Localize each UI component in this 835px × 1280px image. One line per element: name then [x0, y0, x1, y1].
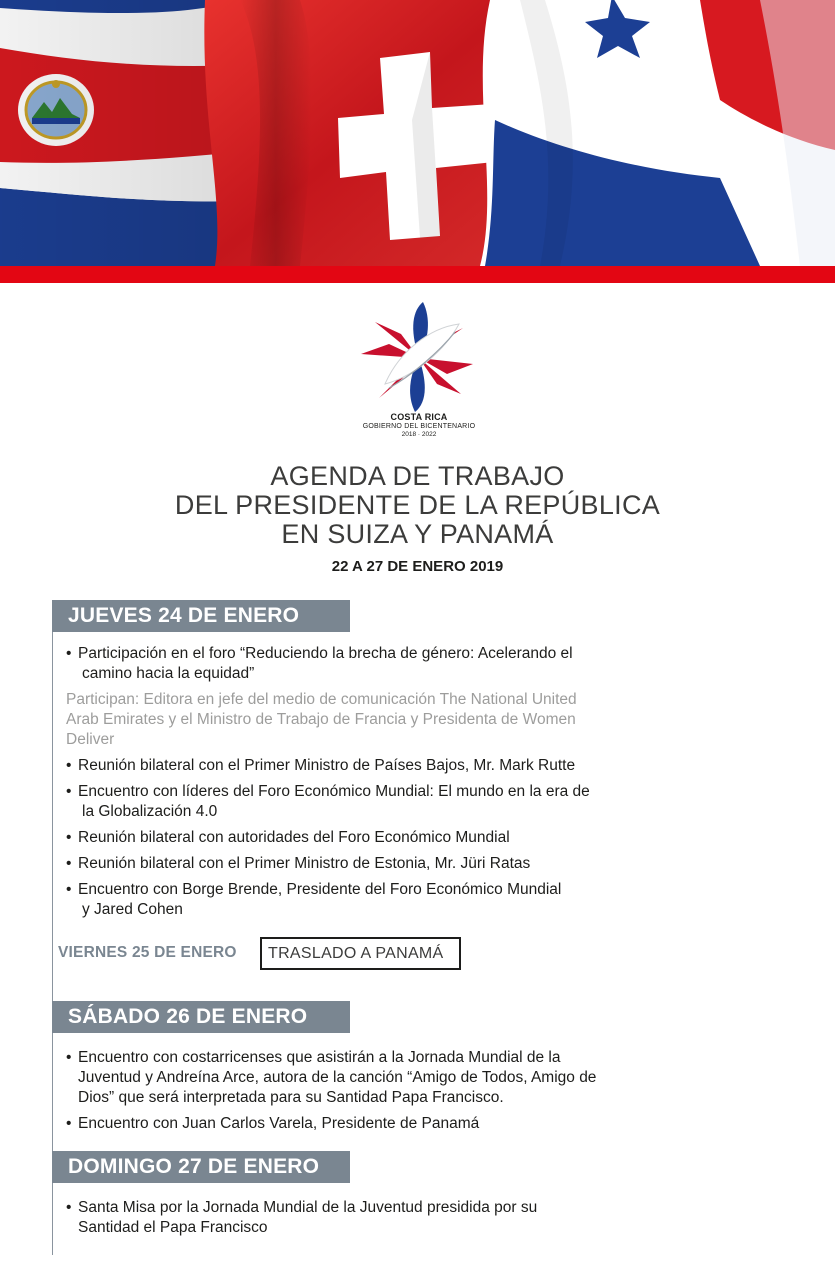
list-item: [66, 1198, 716, 1238]
government-logo: [355, 300, 483, 460]
red-divider-band: [0, 266, 835, 283]
note-text: Arab Emirates y el Ministro de Trabajo de Francia y Presidenta de Women: [66, 711, 576, 728]
list-item: [66, 880, 716, 920]
day-header-saturday: SÁBADO 26 DE ENERO: [52, 1001, 350, 1033]
bullet-icon: •: [66, 757, 72, 774]
logo-years: 2018 · 2022: [401, 431, 437, 438]
item-text: Santidad el Papa Francisco: [78, 1219, 268, 1236]
item-text: Santa Misa por la Jornada Mundial de la Juventud presidida por su: [78, 1199, 538, 1216]
bicentennial-star-icon: [359, 300, 479, 412]
item-text: camino hacia la equidad”: [82, 665, 255, 682]
logo-country-name: COSTA RICA: [390, 412, 448, 422]
item-text: la Globalización 4.0: [82, 803, 218, 820]
item-text: Juventud y Andreína Arce, autora de la canción “Amigo de Todos, Amigo de: [78, 1069, 597, 1086]
day-header-sunday: DOMINGO 27 DE ENERO: [52, 1151, 350, 1183]
item-text: Reunión bilateral con el Primer Ministro de Países Bajos, Mr. Mark Rutte: [78, 757, 576, 774]
panama-flag: [480, 0, 835, 266]
list-item: [66, 1048, 716, 1108]
item-text: Dios” que será interpretada para su Santidad Papa Francisco.: [78, 1089, 504, 1106]
switzerland-flag: [204, 0, 520, 266]
item-text: Participación en el foro “Reduciendo la brecha de género: Acelerando el: [78, 645, 573, 662]
thursday-agenda: [66, 644, 716, 926]
bullet-icon: •: [66, 855, 72, 872]
item-text: Reunión bilateral con autoridades del Foro Económico Mundial: [78, 829, 510, 846]
list-item: [66, 782, 716, 822]
bullet-icon: •: [66, 1049, 72, 1066]
flags-banner: [0, 0, 835, 266]
list-item: [66, 756, 716, 776]
item-text: y Jared Cohen: [82, 901, 183, 918]
note-text: Participan: Editora en jefe del medio de comunicación The National United: [66, 691, 577, 708]
title-line-3: EN SUIZA Y PANAMÁ: [281, 519, 554, 549]
saturday-agenda: [66, 1048, 716, 1140]
item-text: Encuentro con líderes del Foro Económico Mundial: El mundo en la era de: [78, 783, 590, 800]
title-line-1: AGENDA DE TRABAJO: [270, 461, 565, 491]
item-text: Encuentro con Juan Carlos Varela, Presidente de Panamá: [78, 1115, 480, 1132]
bullet-icon: •: [66, 1115, 72, 1132]
item-text: Encuentro con Borge Brende, Presidente del Foro Económico Mundial: [78, 881, 562, 898]
bullet-icon: •: [66, 829, 72, 846]
item-text: Reunión bilateral con el Primer Ministro de Estonia, Mr. Jüri Ratas: [78, 855, 531, 872]
bullet-icon: •: [66, 645, 72, 662]
day-header-thursday: JUEVES 24 DE ENERO: [52, 600, 350, 632]
title-line-2: DEL PRESIDENTE DE LA REPÚBLICA: [174, 490, 661, 520]
bullet-icon: •: [66, 1199, 72, 1216]
day-header-friday: VIERNES 25 DE ENERO: [58, 944, 237, 961]
agenda-title: [0, 462, 835, 549]
logo-subtitle: GOBIERNO DEL BICENTENARIO: [362, 423, 476, 430]
list-item: [66, 644, 716, 684]
list-item: [66, 854, 716, 874]
flags-illustration: [0, 0, 835, 266]
item-text: Encuentro con costarricenses que asistirán a la Jornada Mundial de la: [78, 1049, 561, 1066]
bullet-icon: •: [66, 881, 72, 898]
sunday-agenda: [66, 1198, 716, 1244]
date-range: 22 A 27 DE ENERO 2019: [331, 558, 504, 575]
friday-activity-box: TRASLADO A PANAMÁ: [260, 937, 461, 970]
list-item: [66, 1114, 716, 1134]
participants-note: [66, 690, 716, 750]
bullet-icon: •: [66, 783, 72, 800]
list-item: [66, 828, 716, 848]
note-text: Deliver: [66, 731, 115, 748]
